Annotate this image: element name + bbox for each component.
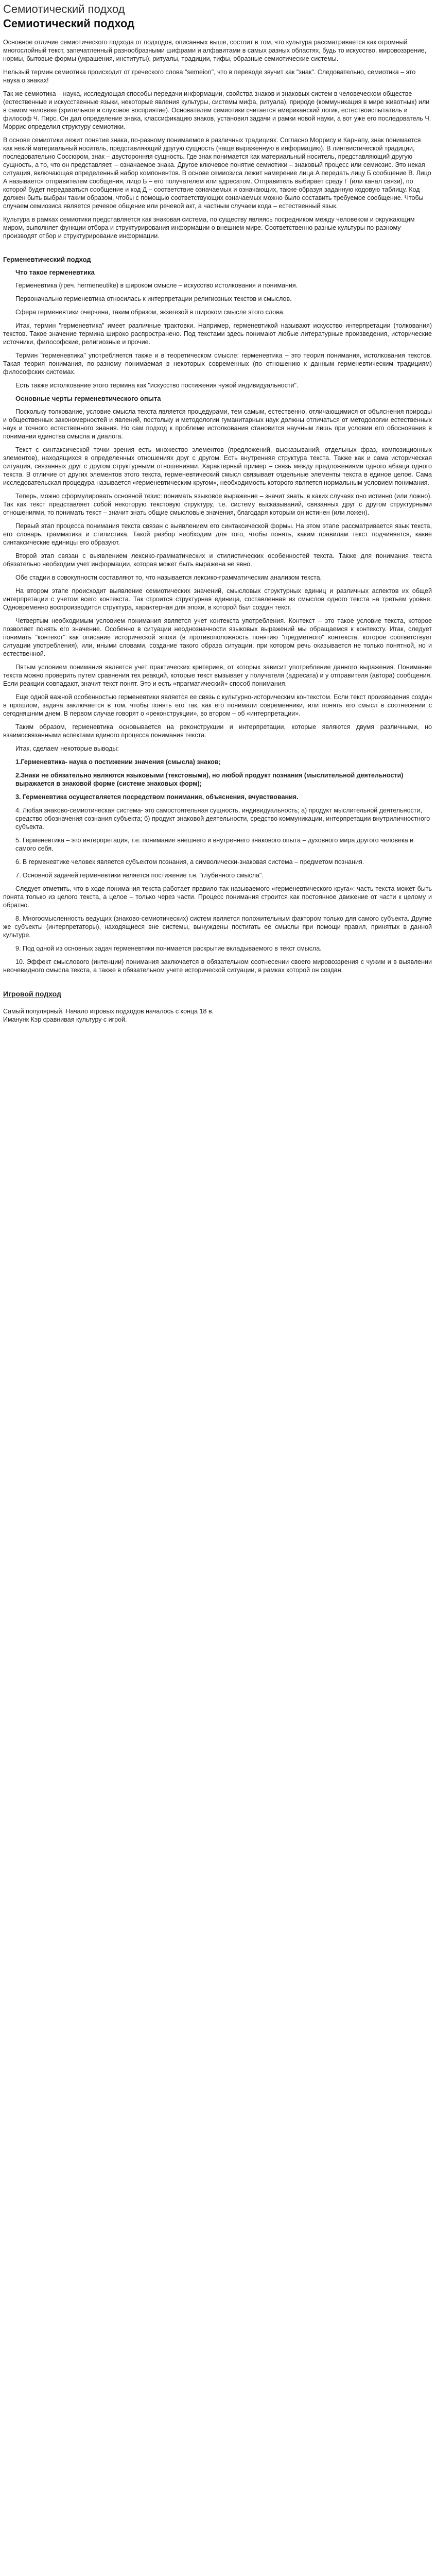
intro-paragraph-5: Культура в рамках семиотики представляется как знаковая система, по существу являясь посредником между человеком и окружающим миром, выполняет функции отбора и структурирования информации о внешнем мире. Соответственно разные культуры по-разному производят отбор и структурирование информации. [3,216,415,240]
conclusion-item: 5. Герменевтика – это интерпретация, т.е. понимание внешнего и внутреннего знакового опыта – духовного мира другого человека и самого себя. [15,837,414,852]
intro-paragraph-2: Нельзый термин семиотика происходит от греческого слова "semeion", что в переводе звучит как "знак". Следовательно, семиотика – это наука о знаках! [3,69,416,84]
conclusion-item: 3. Герменевтика осуществляется посредством понимания, объяснения, вчувствования. [15,793,299,801]
main-paragraph-12: Обе стадии в совокупности составляют то, что называется лексико-грамматическим анализом текста. [15,574,322,581]
main-paragraph-16: Еще одной важной особенностью герменевтики является ее связь с культурно-историческим контекстом. Если текст произведения создан в прошлом, задача заключается в том, чтобы понять его так, как его понимали современники, или понять его смысл в соотнесении с сегодняшним днем. В первом случае говорят о «реконструкции», во втором – об «интерпретации». [3,693,432,717]
main-paragraph-18: Итак, сделаем некоторые выводы: [15,745,119,752]
main-paragraph-19: Следует отметить, что в ходе понимания текста работает правило так называемого «герменевтического круга»: часть текста может быть понята только из целого текста, а целое – только через части. Процесс понимания строится как постоянное движение от части к целому и обратно. [3,885,432,909]
main-paragraph-22: 10. Эффект смыслового (интенции) понимания заключается в обязательном соотнесении своего мировоззрения с чужим и в выявлении неочевидного смысла текста, а также в обязательном учете исторической ситуации, в рамках которой он создан. [3,958,432,974]
main-paragraph-11: Второй этап связан с выявлением лексико-грамматических и стилистических особенностей текста. Также для понимания текста обязательно необходим учет информации, которая может быть выражена не явно. [3,552,432,568]
game-approach-paragraph-2: Иманунк Кэр сравнивая культуру с игрой. [3,1016,127,1023]
intro-paragraph-3: Так же семиотика – наука, исследующая способы передачи информации, свойства знаков и знаковых систем в человеческом обществе (естественные и искусственные языки, некоторые явления культуры, системы мифа, ритуала), природе (коммуникация в мире животных) или в самом человеке (зрительное и слуховое восприятие). Основателем семиотики считается американский логик, естествоиспытатель и философ Ч. Пирс. Он дал определение знака, классификацию знаков, установил задачи и рамки новой науки, а вот уже его последователь Ч. Моррис определил структуру семиотики. [3,90,431,130]
main-paragraph-3: Сфера герменевтики очерчена, таким образом, экзегезой в широком смысле этого слова. [15,309,285,316]
main-paragraph-13: На втором этапе происходит выявление семиотических значений, смысловых структурных единиц и различных аспектов их общей интерпретации с учетом всего контекста. Так строится структурная единица, составленная из смыслов одного текста на третьем уровне. Одновременно воспроизводится структура, характерная для эпохи, в которой был создан текст. [3,587,432,611]
intro-paragraph-4: В основе семиотики лежит понятие знака, по-разному понимаемое в различных традициях. Согласно Моррису и Карнапу, знак понимается как некий материальный носитель, представляющий другую сущность (чаще выраженную в информацию). В лингвистической традиции, последовательно Соссюром, знак – двусторонняя сущность. Где знак понимается как материальный носитель, представляющий другую сущность, а то, что он представляет, – означаемое знака. Другое ключевое понятие семиотики – знаковый процесс или семиозис. Это некая ситуация, включающая определенный набор компонентов. В основе семиозиса лежит намерение лица А передать лицу Б сообщение В. Лицо А называется отправителем сообщения, лицо Б – его получателем или адресатом. Отправитель выбирает среду Г (или канал связи), по которой будет передаваться сообщение и код Д – соответствие означаемых и означающих, также образуя заданную кодовую таблицу. Код должен быть выбран таким образом, чтобы с помощью соответствующих означаемых можно было составить требуемое сообщение. Чтобы случаем семиозиса является речевое общение или речевой акт, а частным случаем кода – естественный язык. [3,137,431,210]
conclusion-item: 4. Любая знаково-семиотическая система- это самостоятельная сущность, индивидуальность; а) продукт мыслительной деятельности, средство обозначения сознания субъекта; б) продукт знаковой деятельности, средство коммуникации, интерпретации внутриличностного субъекта. [15,807,430,831]
main-paragraph-4: Итак, термин "герменевтика" имеет различные трактовки. Например, герменевтикой называют искусство интерпретации (толкования) текстов. Такое значение термина широко распространено. Под текстами здесь понимают любые литературные произведения, исторические источники, философские, религиозные и прочие. [3,322,432,346]
conclusion-item: 1.Герменевтика- наука о постижении значения (смысла) знаков; [15,758,221,766]
main-section [3,256,432,974]
intro-paragraph-1: Основное отличие семиотического подхода от подходов, описанных выше, состоит в том, что культура рассматривается как огромный многослойный текст, запечатленный разнообразными шифрами и алфавитами в самых разных областях, будь то искусство, мировоззрение, нормы, бытовые формы (украшения, институты), ритуалы, традиции, тифы, образные семиотические системы. [3,39,427,62]
conclusion-item: 7. Основной задачей герменевтики является постижение т.н. "глубинного смысла". [15,872,264,879]
main-paragraph-10: Первый этап процесса понимания текста связан с выявлением его синтаксической формы. На этом этапе рассматривается язык текста, его словарь, грамматика и стилистика. Такой разбор необходим для того, чтобы понять, каким правилам текст подчиняется, какие синтаксические единицы его образуют. [3,522,432,546]
main-paragraph-20: 8. Многосмысленность ведущих (знаково-семиотических) систем является положительным фактором только для самого субъекта. Другие же субъекты (интерпретаторы), находящиеся вне системы, вынуждены постигать ее смыслы при помощи правил, принятых в данной культуре. [3,915,432,939]
section-heading-hermeneutic: Герменевтический подход [3,256,91,263]
main-paragraph-21: 9. Под одной из основных задач герменевтики понимается раскрытие вкладываемого в текст смысла. [15,945,322,952]
game-approach-section [3,990,432,1024]
main-paragraph-17: Таким образом, герменевтика основывается на реконструкции и интерпретации, которые являются двумя различными, но взаимосвязанными аспектами единого процесса понимания текста. [3,723,432,739]
game-approach-paragraph-1: Самый популярный. Начало игровых подходов началось с конца 18 в. [3,1008,214,1015]
main-paragraph-9: Теперь, можно сформулировать основной тезис: понимать языковое выражение – значит знать, в каких случаях оно истинно (или ложно). Так как текст представляет собой некоторую текстовую структуру, т.е. систему высказываний, связанных друг с другом структурными отношениями, то понимать текст – значит знать общие смысловые значения, благодаря которым он истинен (или ложен). [3,493,432,516]
main-paragraph-1: Герменевтика (греч. hermeneutike) в широком смысле – искусство истолкования и понимания. [15,282,298,289]
conclusion-item: 6. В герменевтике человек является субъектом познания, а символически-знаковая система – предметом познания. [15,858,364,866]
main-paragraph-8: Текст с синтаксической точки зрения есть множество элементов (предложений, высказываний, отдельных фраз, композиционных элементов), находящихся в определенных отношениях друг с другом. Есть внутренняя структура текста. Также как и сама историческая ситуация, связанных друг с другом структурными отношениями. Характерный пример – связь между предложениями одного абзаца одного текста. В отличие от других элементов этого текста, герменевтический смысл связывает отдельные элементы текста в единое целое. Сама исследовательская процедура называется «герменевтическим кругом», необходимость которого является нормальным условием понимания. [3,446,432,486]
game-approach-title: Игровой подход [3,990,61,998]
page-subtitle: Семиотический подход [3,17,135,30]
subheading-what-is-hermeneutics: Что такое герменевтика [15,268,95,276]
conclusion-item: 2.Знаки не обязательно являются языковыми (текстовыми), но любой продукт познания (мыслительной деятельности) выражается в знаковой форме (системе знаковых форм); [15,772,404,787]
main-paragraph-2: Первоначально герменевтика относилась к интерпретации религиозных текстов и смыслов. [15,295,292,302]
conclusions-list [15,758,432,879]
main-paragraph-15: Пятым условием понимания является учет практических критериев, от которых зависит употребление данного выражения. Понимание текста можно проверить путем сравнения тех реакций, которые текст вызывает у получателя (адресата) и у отправителя (автора) сообщения. Если реакции совпадают, значит текст понят. Это и есть «прагматический» способ понимания. [3,664,432,687]
main-paragraph-14: Четвертым необходимым условием понимания является учет контекста употребления. Контекст – это такое условие текста, которое позволяет понять его значение. Особенно в ситуации неоднозначности языковых выражений мы обращаемся к контексту. Итак, следует понимать "контекст" как описание исторической эпохи (в противоположность понятию "предметного" контекста, которое соответствует ситуации употребления), или, иными словами, создание такого образа ситуации, при котором речь оказывается не только понятной, но и естественной. [3,617,432,657]
main-paragraph-5: Термин "герменевтика" употребляется также и в теоретическом смысле: герменевтика – это теория понимания, истолкования текстов. Такая теория понимания, по-разному понимаемая в некоторых современных (по отношению к данным герменевтическим традициям) философских системах. [3,352,432,376]
page-title: Семиотический подход [3,3,125,15]
main-paragraph-6: Есть также истолкование этого термина как "искусство постижения чужой индивидуальности". [15,382,299,389]
subheading-features: Основные черты герменевтического опыта [15,395,161,402]
main-paragraph-7: Поскольку толкование, условие смысла текста является процедурами, тем самым, естественно, отличающимися от объяснения природы и общественных закономерностей и явлений, постольку и методологии гуманитарных наук должны отличаться от методологии естественных наук и точного естественного знания. Но сам подход к проблеме истолкования становится научным лишь при условии его обоснования в понимании единства смысла и диалога. [3,408,432,440]
document-page [0,0,436,1039]
intro-section [3,38,432,240]
